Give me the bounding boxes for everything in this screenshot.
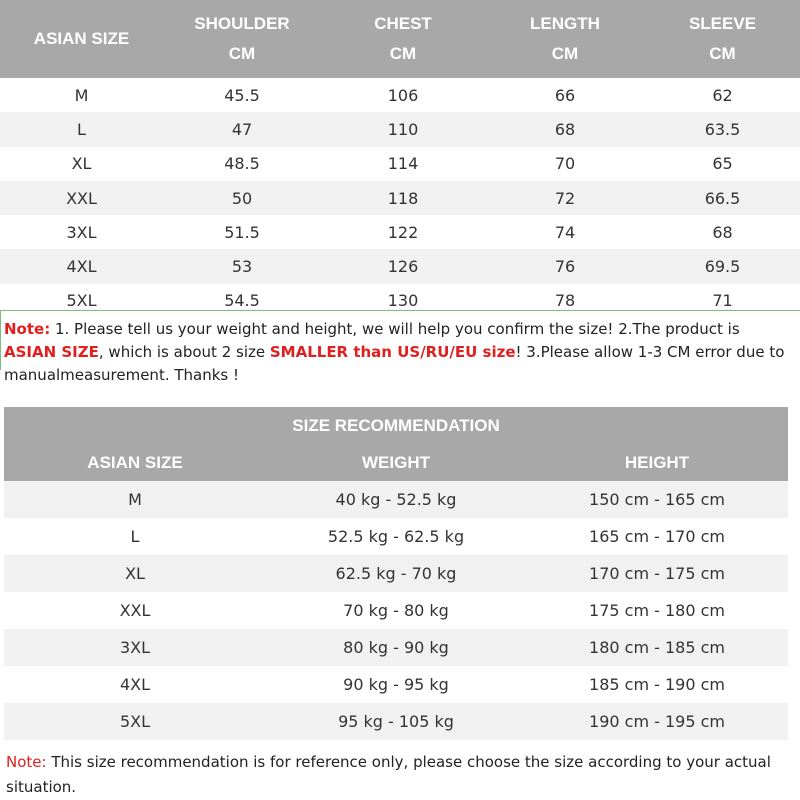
rec-header-asian-size: ASIAN SIZE <box>4 444 266 481</box>
measure-cell: 51.5 <box>224 222 260 242</box>
measure-cell: 72 <box>485 181 645 215</box>
header-length: LENGTH <box>485 0 645 38</box>
measure-cell: 54.5 <box>224 291 260 311</box>
recommendation-row <box>4 703 788 740</box>
measurement-row <box>0 215 800 249</box>
note-text-1: 1. Please tell us your weight and height, we will help you confirm the size! 2.The product is <box>50 320 740 338</box>
height-cell: 180 cm - 185 cm <box>526 629 788 666</box>
note-text-2: , which is about 2 size <box>98 343 270 361</box>
measure-cell: 45.5 <box>224 85 260 105</box>
measure-cell: 63.5 <box>645 112 800 146</box>
size-cell: M <box>74 85 89 105</box>
measurement-row <box>0 249 800 283</box>
size-cell: XL <box>71 154 92 174</box>
measure-cell: 69.5 <box>645 249 800 283</box>
recommendation-table <box>4 407 788 740</box>
rec-header-weight: WEIGHT <box>266 444 526 481</box>
measure-cell: 74 <box>554 222 576 242</box>
size-cell: 5XL <box>66 291 97 311</box>
measure-cell: 78 <box>554 291 576 311</box>
unit-shoulder: CM <box>163 38 321 78</box>
measure-cell: 106 <box>387 85 419 105</box>
measurement-row <box>0 284 800 318</box>
recommendation-note <box>6 750 796 800</box>
measure-cell: 62 <box>712 85 733 105</box>
size-cell: L <box>0 112 163 146</box>
measure-cell: 47 <box>163 112 321 146</box>
measure-cell: 130 <box>387 291 419 311</box>
measure-cell: 48.5 <box>224 154 260 174</box>
height-cell: 185 cm - 190 cm <box>589 675 725 694</box>
measure-cell: 76 <box>485 249 645 283</box>
measure-cell: 68 <box>485 112 645 146</box>
unit-chest: CM <box>321 38 485 78</box>
recommendation-row <box>4 666 788 703</box>
recommendation-row <box>4 629 788 666</box>
size-cell: 5XL <box>4 703 266 740</box>
note-label: Note: <box>4 320 51 338</box>
size-cell: 3XL <box>4 629 266 666</box>
recommendation-header-row <box>4 444 788 481</box>
size-cell: XXL <box>119 601 151 620</box>
weight-cell: 40 kg - 52.5 kg <box>266 481 526 518</box>
header-sleeve: SLEEVE <box>645 0 800 38</box>
measure-cell: 71 <box>712 291 733 311</box>
note-divider <box>0 310 800 311</box>
measure-cell: 66 <box>554 85 576 105</box>
measure-cell: 65 <box>712 154 733 174</box>
size-cell: XL <box>4 555 266 592</box>
height-cell: 190 cm - 195 cm <box>526 703 788 740</box>
size-cell: L <box>130 527 140 546</box>
weight-cell: 95 kg - 105 kg <box>266 703 526 740</box>
size-note <box>4 318 794 387</box>
measure-cell: 114 <box>387 154 419 174</box>
measure-cell: 118 <box>321 181 485 215</box>
measure-cell: 110 <box>321 112 485 146</box>
measure-cell: 66.5 <box>645 181 800 215</box>
measure-cell: 50 <box>163 181 321 215</box>
size-cell: XXL <box>0 181 163 215</box>
size-cell: 4XL <box>119 675 151 694</box>
note-highlight-smaller: SMALLER than US/RU/EU size <box>269 343 516 361</box>
size-cell: 3XL <box>66 222 97 242</box>
recommendation-row <box>4 555 788 592</box>
measurement-header-row <box>0 0 800 38</box>
height-cell: 165 cm - 170 cm <box>589 527 725 546</box>
header-shoulder: SHOULDER <box>163 0 321 38</box>
weight-cell: 70 kg - 80 kg <box>343 601 449 620</box>
unit-length: CM <box>485 38 645 78</box>
measurement-row <box>0 147 800 181</box>
weight-cell: 62.5 kg - 70 kg <box>266 555 526 592</box>
weight-cell: 90 kg - 95 kg <box>343 675 449 694</box>
height-cell: 150 cm - 165 cm <box>526 481 788 518</box>
note-highlight-asian-size: ASIAN SIZE <box>4 343 99 361</box>
measure-cell: 122 <box>387 222 419 242</box>
measurement-row <box>0 78 800 112</box>
measure-cell: 53 <box>163 249 321 283</box>
note2-label: Note: <box>6 753 47 771</box>
measurement-table <box>0 0 800 318</box>
rec-header-height: HEIGHT <box>526 444 788 481</box>
header-asian-size: ASIAN SIZE <box>0 0 163 78</box>
note-text-3: ! 3.Please allow 1-3 CM error due to manualmeasurement. Thanks ! <box>4 343 785 384</box>
weight-cell: 80 kg - 90 kg <box>266 629 526 666</box>
size-cell: 4XL <box>0 249 163 283</box>
weight-cell: 52.5 kg - 62.5 kg <box>327 527 465 546</box>
unit-sleeve: CM <box>645 38 800 78</box>
header-chest: CHEST <box>321 0 485 38</box>
measurement-row <box>0 112 800 146</box>
recommendation-row <box>4 481 788 518</box>
note2-text: This size recommendation is for reference only, please choose the size according to your actual situation. <box>6 753 771 796</box>
note-divider-left <box>0 310 1 370</box>
measure-cell: 68 <box>712 222 733 242</box>
size-cell: M <box>4 481 266 518</box>
recommendation-title: SIZE RECOMMENDATION <box>4 407 788 444</box>
recommendation-row <box>4 518 788 555</box>
measurement-row <box>0 181 800 215</box>
measure-cell: 70 <box>554 154 576 174</box>
height-cell: 170 cm - 175 cm <box>526 555 788 592</box>
height-cell: 175 cm - 180 cm <box>589 601 725 620</box>
recommendation-row <box>4 592 788 629</box>
measure-cell: 126 <box>321 249 485 283</box>
recommendation-title-row <box>4 407 788 444</box>
